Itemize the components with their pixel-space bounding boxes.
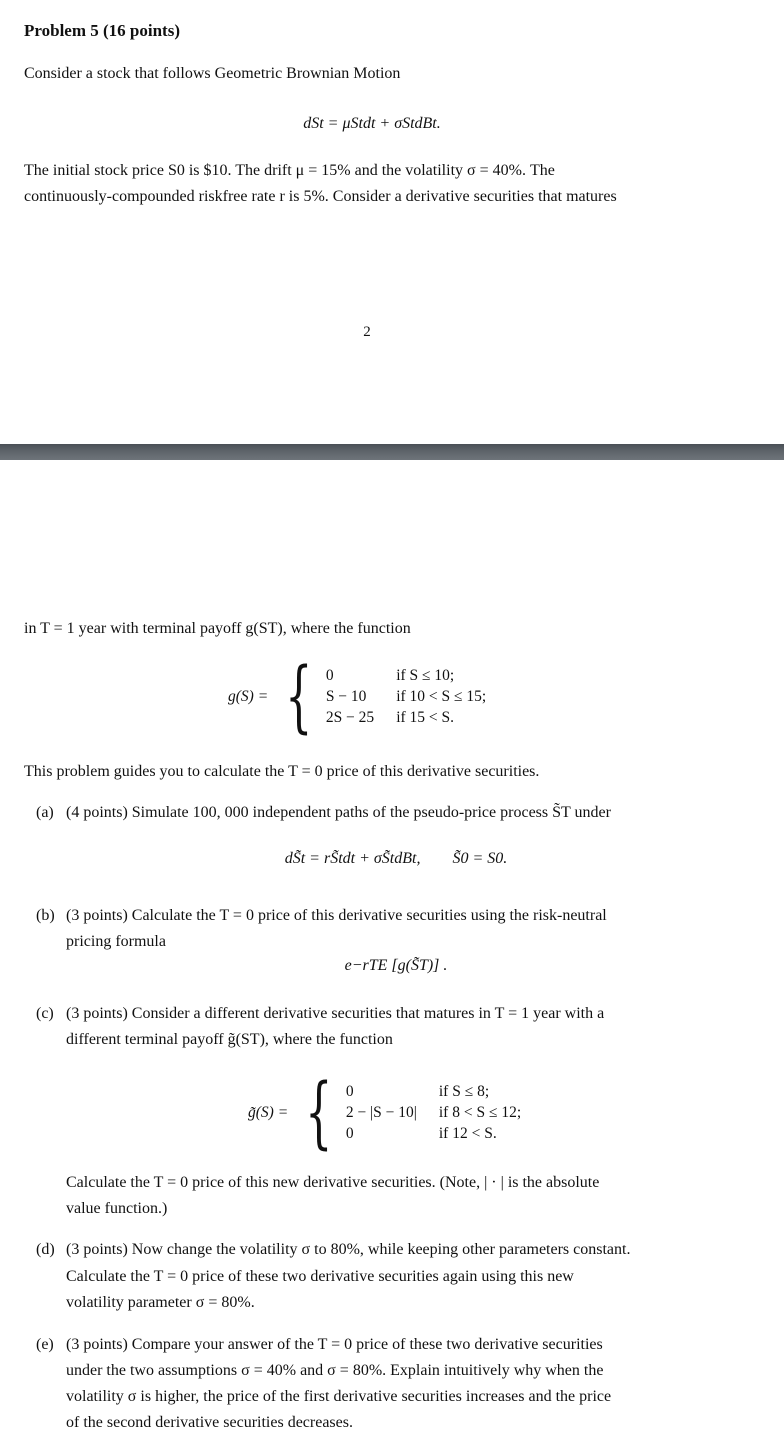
payoff-g-function bbox=[228, 652, 487, 742]
part-a-equation: dS̃t = rS̃tdt + σS̃tdBt, S̃0 = S0. bbox=[284, 850, 508, 867]
params-line-1: The initial stock price S0 is $10. The drift μ = 15% and the volatility σ = 40%. The bbox=[24, 162, 555, 179]
page-number: 2 bbox=[363, 324, 371, 340]
payoff-g-cond: if 10 < S ≤ 15; bbox=[396, 688, 487, 705]
maturity-line: in T = 1 year with terminal payoff g(ST), where the function bbox=[24, 620, 411, 637]
payoff-gt-expr: 2 − |S − 10| bbox=[345, 1104, 417, 1121]
part-d-label: (d) bbox=[36, 1241, 55, 1258]
payoff-g-tilde-function bbox=[248, 1068, 522, 1158]
part-e-line-2: under the two assumptions σ = 40% and σ = 80%. Explain intuitively why when the bbox=[66, 1362, 604, 1379]
payoff-g-cond: if S ≤ 10; bbox=[396, 667, 455, 684]
part-c-label: (c) bbox=[36, 1005, 54, 1022]
payoff-gt-cond: if S ≤ 8; bbox=[438, 1083, 490, 1100]
params-line-2: continuously-compounded riskfree rate r is 5%. Consider a derivative securities that matures bbox=[24, 188, 617, 205]
part-c-line-3: Calculate the T = 0 price of this new derivative securities. (Note, | · | is the absolute bbox=[66, 1174, 600, 1191]
payoff-gt-cond: if 12 < S. bbox=[438, 1125, 497, 1142]
payoff-g-expr: S − 10 bbox=[325, 688, 367, 705]
part-b-line-2: pricing formula bbox=[66, 933, 166, 950]
part-b-line-1: (3 points) Calculate the T = 0 price of this derivative securities using the risk-neutral bbox=[66, 907, 607, 924]
part-a-label: (a) bbox=[36, 804, 54, 821]
payoff-g-lhs: g(S) = bbox=[228, 688, 269, 705]
problem-heading: Problem 5 (16 points) bbox=[24, 21, 180, 40]
part-a-text: (4 points) Simulate 100, 000 independent paths of the pseudo-price process S̃T under bbox=[66, 804, 611, 821]
payoff-g-cond: if 15 < S. bbox=[396, 709, 455, 726]
part-c-line-2: different terminal payoff g̃(ST), where the function bbox=[66, 1031, 393, 1048]
intro-text: Consider a stock that follows Geometric Brownian Motion bbox=[24, 65, 401, 82]
page-1 bbox=[0, 0, 784, 444]
part-d-line-1: (3 points) Now change the volatility σ to 80%, while keeping other parameters constant. bbox=[66, 1241, 631, 1258]
payoff-gt-expr: 0 bbox=[345, 1083, 354, 1100]
left-brace: { bbox=[305, 1068, 333, 1158]
payoff-gt-expr: 0 bbox=[345, 1125, 354, 1142]
payoff-g-expr: 2S − 25 bbox=[325, 709, 375, 726]
part-c-line-4: value function.) bbox=[66, 1200, 168, 1217]
part-e-line-1: (3 points) Compare your answer of the T = 0 price of these two derivative securities bbox=[66, 1336, 603, 1353]
payoff-gt-lhs: g̃(S) = bbox=[248, 1104, 289, 1121]
part-e-line-3: volatility σ is higher, the price of the first derivative securities increases and the price bbox=[66, 1388, 612, 1405]
guide-line: This problem guides you to calculate the T = 0 price of this derivative securities. bbox=[24, 763, 540, 780]
part-b-label: (b) bbox=[36, 907, 55, 924]
part-e-line-4: of the second derivative securities decreases. bbox=[66, 1414, 353, 1431]
payoff-g-expr: 0 bbox=[325, 667, 334, 684]
part-e-label: (e) bbox=[36, 1336, 54, 1353]
left-brace: { bbox=[285, 652, 313, 742]
payoff-gt-cond: if 8 < S ≤ 12; bbox=[438, 1104, 522, 1121]
risk-neutral-formula: e−rTE [g(S̃T)] . bbox=[344, 957, 448, 974]
part-c-line-1: (3 points) Consider a different derivative securities that matures in T = 1 year with a bbox=[66, 1005, 605, 1022]
part-d-line-2: Calculate the T = 0 price of these two derivative securities again using this new bbox=[66, 1268, 574, 1285]
page-separator bbox=[0, 444, 784, 460]
part-d-line-3: volatility parameter σ = 80%. bbox=[66, 1294, 255, 1311]
page-2 bbox=[0, 460, 784, 1444]
gbm-equation: dSt = μStdt + σStdBt. bbox=[303, 115, 441, 132]
